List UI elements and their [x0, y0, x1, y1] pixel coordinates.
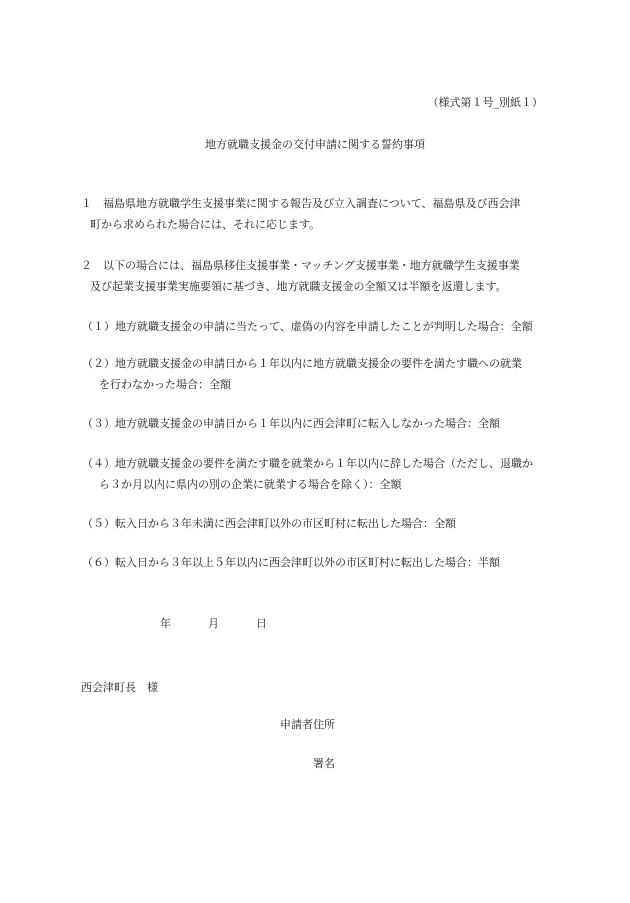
pledge-item-text-continued: 及び起業支援事業実施要領に基づき、地方就職支援金の全額又は半額を返還します。 [90, 280, 507, 293]
repayment-condition-1 [82, 321, 533, 332]
repayment-condition-4 [82, 457, 533, 491]
pledge-item-number: １ [81, 197, 92, 210]
repayment-condition-text: （５）転入日から３年未満に西会津町以外の市区町村に転出した場合：全額 [82, 517, 456, 530]
repayment-condition-text: （３）地方就職支援金の申請日から１年以内に西会津町に転入しなかった場合：全額 [82, 417, 500, 430]
repayment-condition-2 [82, 357, 522, 391]
pledge-item-number: ２ [81, 259, 92, 272]
repayment-condition-text-continued: ら３か月以内に県内の別の企業に就業する場合を除く）：全額 [99, 478, 402, 491]
repayment-condition-3 [82, 418, 500, 429]
date-year-label: 年 [160, 617, 171, 630]
repayment-condition-text: （４）地方就職支援金の要件を満たす職を就業から１年以内に辞した場合（ただし、退職か [82, 457, 533, 470]
applicant-address-label: 申請者住所 [280, 718, 335, 731]
pledge-item-text: 福島県地方就職学生支援事業に関する報告及び立入調査について、福島県及び西会津 [103, 197, 521, 210]
date-month-label: 月 [208, 617, 219, 630]
date-day-label: 日 [256, 617, 267, 630]
repayment-condition-6 [82, 557, 500, 568]
repayment-condition-text: （２）地方就職支援金の申請日から１年以内に地方就職支援金の要件を満たす職への就業 [82, 357, 522, 370]
repayment-condition-text: （６）転入日から３年以上５年以内に西会津町以外の市区町村に転出した場合：半額 [82, 556, 500, 569]
pledge-item-text: 以下の場合には、福島県移住支援事業・マッチング支援事業・地方就職学生支援事業 [103, 259, 520, 272]
document-title: 地方就職支援金の交付申請に関する誓約事項 [205, 138, 425, 151]
repayment-condition-text: （１）地方就職支援金の申請に当たって、虚偽の内容を申請したことが判明した場合：全額 [82, 320, 533, 333]
pledge-item-text-continued: 町から求められた場合には、それに応じます。 [90, 218, 321, 231]
form-number: （様式第１号_別紙１） [427, 96, 543, 109]
addressee: 西会津町長 様 [81, 681, 158, 694]
repayment-condition-text-continued: を行わなかった場合：全額 [99, 378, 231, 391]
signature-label: 署名 [313, 757, 335, 770]
repayment-condition-5 [82, 518, 456, 529]
